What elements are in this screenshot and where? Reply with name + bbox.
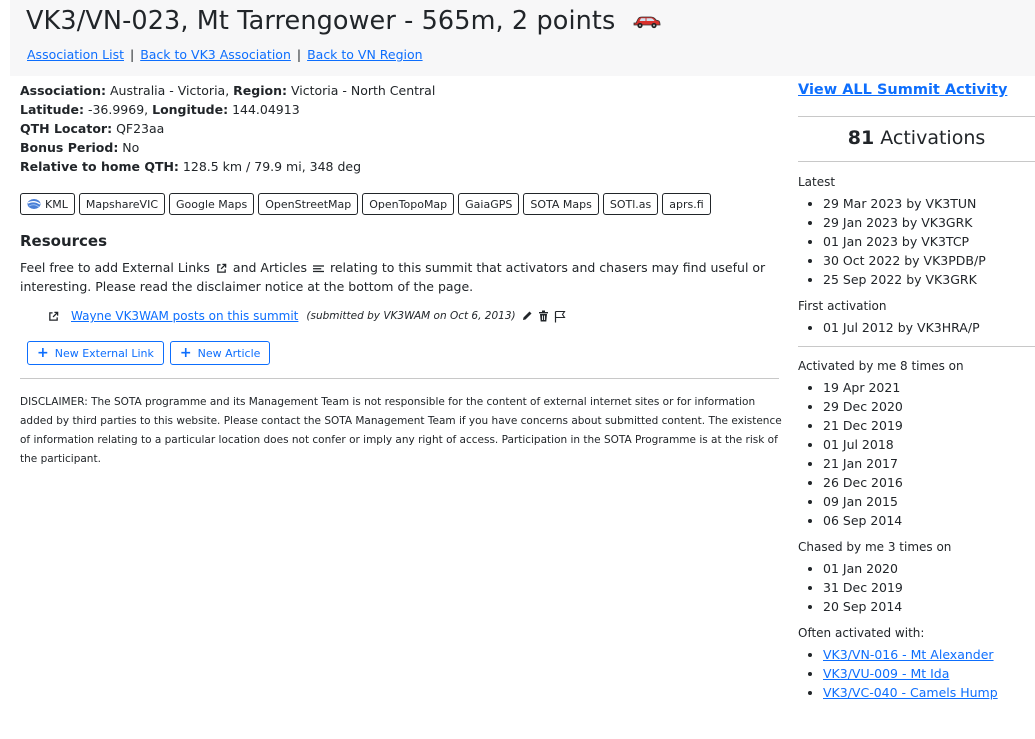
list-item: • 01 Jan 2023 by VK3TCP (823, 232, 1035, 251)
gaiagps-button[interactable]: GaiaGPS (458, 193, 519, 215)
summit-link-mt-ida[interactable]: VK3/VU-009 - Mt Ida (823, 666, 950, 681)
resources-heading: Resources (20, 232, 108, 250)
view-all-summit-activity-link[interactable]: View ALL Summit Activity (798, 82, 1008, 98)
list-item: • 19 Apr 2021 (823, 378, 1035, 397)
new-external-link-button[interactable]: + New External Link (27, 341, 164, 365)
list-item: • 01 Jan 2020 (823, 559, 1035, 578)
aprs-button[interactable]: aprs.fi (662, 193, 710, 215)
list-item (823, 683, 1035, 702)
breadcrumb-separator: | (129, 47, 135, 62)
page-header (10, 0, 1035, 76)
chased-by-me-section (798, 540, 1035, 616)
qth-row: QTH Locator: QF23aa (20, 121, 165, 136)
list-item: • 09 Jan 2015 (823, 492, 1035, 511)
list-item: • 29 Dec 2020 (823, 397, 1035, 416)
title-row (26, 6, 661, 36)
summit-info (20, 81, 435, 176)
list-item: • 30 Oct 2022 by VK3PDB/P (823, 251, 1035, 270)
association-list-link[interactable]: Association List (27, 47, 124, 62)
disclaimer-text: DISCLAIMER: The SOTA programme and its Management Team is not responsible for the content of external internet sites or for information added by third parties to this website. Please contact the SOTA Management Team if you have concerns about submitted content. The existence of information relating to a particular location does not confer or imply any right of access. Participation in the SOTA Programme is at the risk of the participant. (20, 396, 782, 465)
external-link-icon (216, 263, 227, 274)
openstreetmap-button[interactable]: OpenStreetMap (258, 193, 358, 215)
activated-by-me-list (798, 378, 1035, 530)
list-item (823, 664, 1035, 683)
association-row: Association: Australia - Victoria, Region: Victoria - North Central (20, 83, 436, 98)
car-icon (633, 13, 661, 29)
list-item: • 26 Dec 2016 (823, 473, 1035, 492)
external-link-icon (48, 311, 59, 322)
plus-icon: + (37, 345, 49, 361)
chased-by-me-list (798, 559, 1035, 616)
breadcrumb-separator: | (296, 47, 302, 62)
new-resource-buttons (27, 341, 270, 365)
often-activated-label: Often activated with: (798, 626, 925, 640)
coordinates-row: Latitude: -36.9969, Longitude: 144.04913 (20, 102, 300, 117)
breadcrumb (27, 47, 423, 62)
page-title: VK3/VN-023, Mt Tarrengower - 565m, 2 points (26, 6, 616, 36)
list-item: • 20 Sep 2014 (823, 597, 1035, 616)
delete-icon[interactable] (538, 310, 549, 322)
list-item: • 25 Sep 2022 by VK3GRK (823, 270, 1035, 289)
mapsharevic-button[interactable]: MapshareVIC (79, 193, 165, 215)
article-icon (313, 264, 324, 274)
first-activation-list (798, 318, 1035, 337)
list-item: • 31 Dec 2019 (823, 578, 1035, 597)
list-item: • 21 Jan 2017 (823, 454, 1035, 473)
list-item: • 21 Dec 2019 (823, 416, 1035, 435)
external-link-item (48, 309, 566, 323)
often-activated-section (798, 626, 1035, 702)
list-item: • 29 Mar 2023 by VK3TUN (823, 194, 1035, 213)
plus-icon: + (179, 345, 192, 361)
activation-count: 81 Activations (847, 127, 986, 149)
activated-by-me-section (798, 359, 1035, 530)
sotlas-button[interactable]: SOTl.as (603, 193, 658, 215)
list-item: • 01 Jul 2012 by VK3HRA/P (823, 318, 1035, 337)
edit-icon[interactable] (521, 310, 533, 322)
latest-label: Latest (798, 175, 836, 189)
first-activation-label: First activation (798, 299, 887, 313)
divider (20, 378, 779, 379)
summit-link-camels-hump[interactable]: VK3/VC-040 - Camels Hump (823, 685, 998, 700)
often-activated-list (798, 645, 1035, 702)
list-item (823, 645, 1035, 664)
list-item: • 06 Sep 2014 (823, 511, 1035, 530)
list-item: • 29 Jan 2023 by VK3GRK (823, 213, 1035, 232)
resources-description: Feel free to add External Links and Articles relating to this summit that activators and chasers may find useful or interesting. Please read the disclaimer notice at the bottom of the page. (20, 260, 766, 294)
flag-icon[interactable] (554, 310, 566, 323)
kml-button[interactable]: KML (20, 193, 75, 215)
back-to-region-link[interactable]: Back to VN Region (307, 47, 423, 62)
relative-row: Relative to home QTH: 128.5 km / 79.9 mi, 348 deg (20, 159, 362, 174)
list-item: • 01 Jul 2018 (823, 435, 1035, 454)
sota-maps-button[interactable]: SOTA Maps (523, 193, 598, 215)
back-to-association-link[interactable]: Back to VK3 Association (140, 47, 291, 62)
bonus-row: Bonus Period: No (20, 140, 140, 155)
chased-by-me-label: Chased by me 3 times on (798, 540, 952, 554)
first-activation-section (798, 299, 1035, 337)
google-maps-button[interactable]: Google Maps (169, 193, 254, 215)
divider (798, 161, 1035, 162)
opentopomap-button[interactable]: OpenTopoMap (362, 193, 454, 215)
divider (798, 346, 1035, 347)
sidebar (798, 80, 1035, 702)
submitted-info: (submitted by VK3WAM on Oct 6, 2013) (306, 310, 516, 322)
kml-icon (27, 198, 41, 210)
external-link-wayne[interactable]: Wayne VK3WAM posts on this summit (71, 309, 299, 323)
activated-by-me-label: Activated by me 8 times on (798, 359, 964, 373)
new-article-button[interactable]: + New Article (170, 341, 271, 365)
map-buttons (20, 193, 711, 215)
summit-link-mt-alexander[interactable]: VK3/VN-016 - Mt Alexander (823, 647, 994, 662)
latest-list (798, 194, 1035, 289)
latest-section (798, 175, 1035, 289)
